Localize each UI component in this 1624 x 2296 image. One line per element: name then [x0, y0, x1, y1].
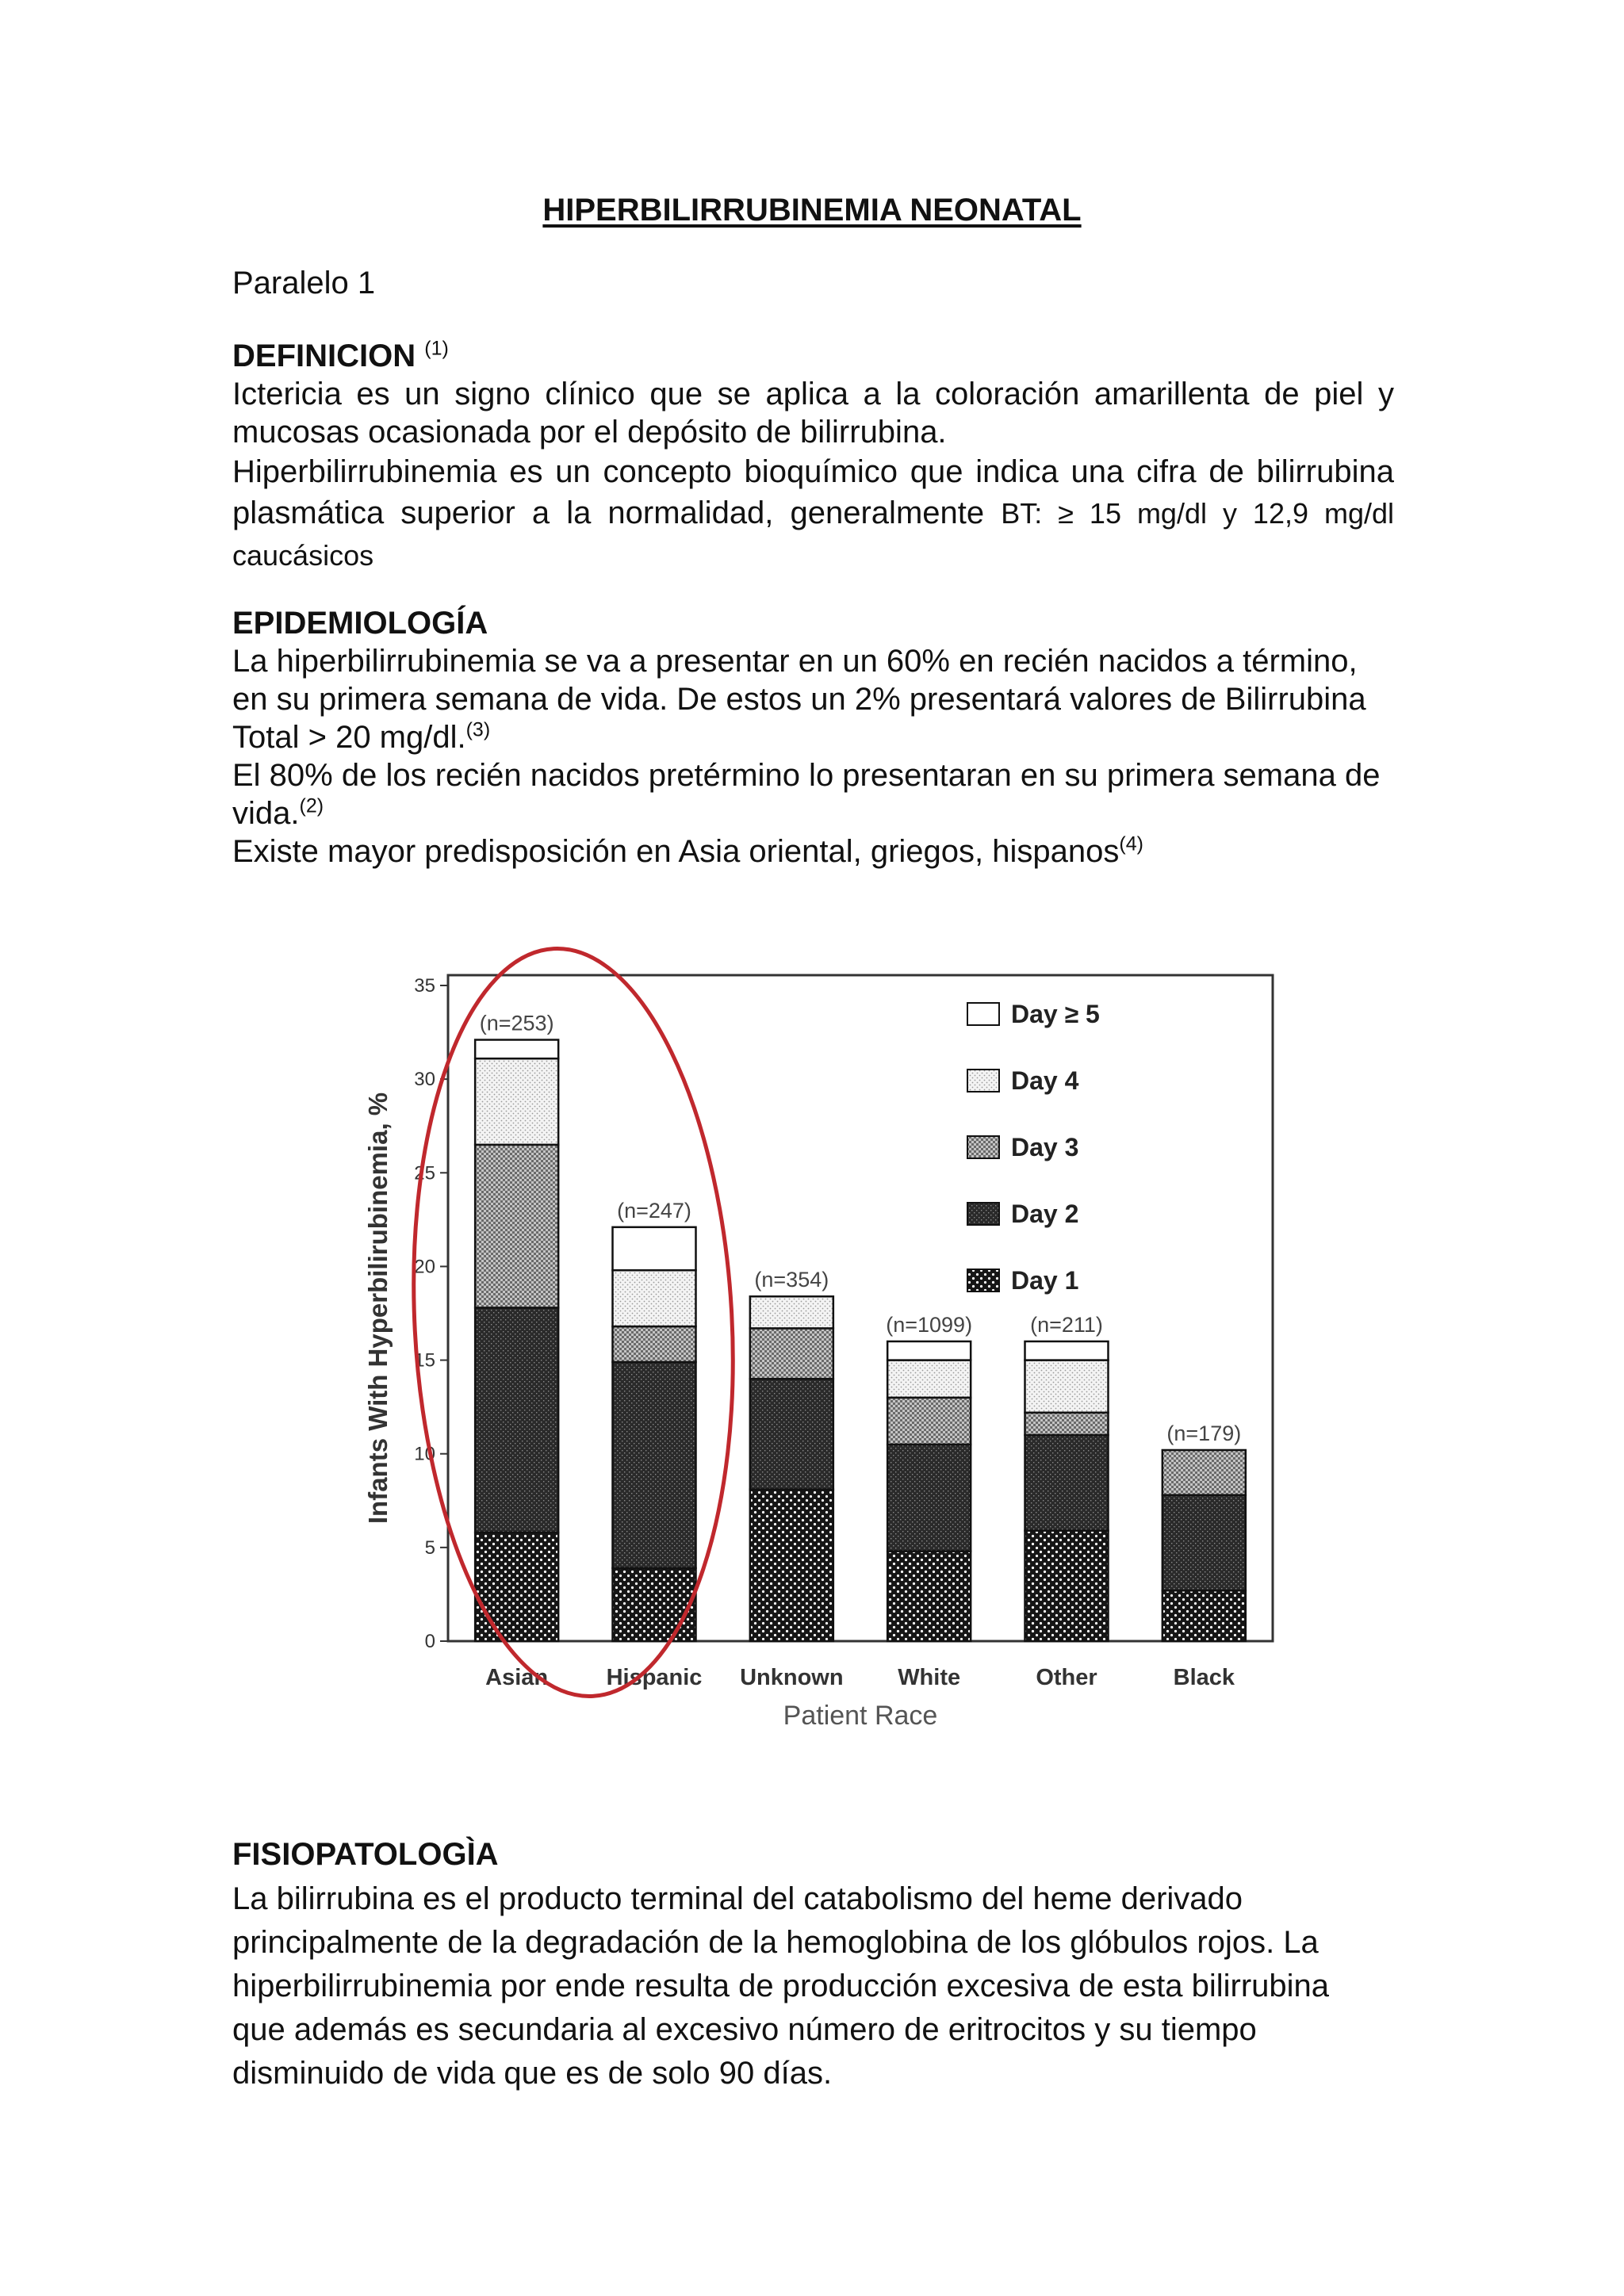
x-tick-label: White: [898, 1665, 961, 1690]
epidemiologia-section: [232, 604, 1394, 871]
bar-other-day3: [1025, 1413, 1109, 1435]
y-axis-label: Infants With Hyperbilirubinemia, %: [363, 1092, 393, 1525]
page-title: HIPERBILIRRUBINEMIA NEONATAL: [542, 193, 1082, 228]
epidemiologia-paragraph-3: Existe mayor predisposición en Asia oriental, griegos, hispanos$^{(4)}$: [232, 832, 1143, 869]
x-tick-label: Black: [1173, 1665, 1235, 1690]
legend-label: Day 3: [1011, 1133, 1079, 1161]
definicion-section: [232, 337, 1394, 576]
bar-hispanic-day2: [613, 1362, 696, 1568]
bar-other-day4: [1025, 1360, 1109, 1413]
fisiopatologia-line: La bilirrubina es el producto terminal del catabolismo del heme derivado: [232, 1881, 1243, 1916]
legend-label: Day 1: [1011, 1266, 1079, 1295]
plot-frame: [448, 975, 1273, 1641]
bar-asian-day2: [475, 1307, 558, 1533]
definicion-paragraph-2: Hiperbilirrubinemia es un concepto bioquímico que indica una cifra de bilirrubina plasmática superior a la normalidad, generalmente BT: ≥ 15 mg/dl y 12,9 mg/dl caucásicos: [232, 454, 1394, 572]
y-tick-label: 5: [424, 1536, 435, 1559]
bar-n-label: (n=211): [1030, 1312, 1103, 1337]
legend-swatch: [967, 1070, 999, 1092]
bar-other-day5: [1025, 1341, 1109, 1360]
bar-other-day1: [1025, 1531, 1109, 1641]
bar-asian-day5: [475, 1040, 558, 1059]
bar-asian-day3: [475, 1145, 558, 1308]
legend-swatch: [967, 1136, 999, 1158]
bar-white-day2: [887, 1445, 971, 1552]
bar-hispanic-day1: [613, 1568, 696, 1641]
paralelo-label: Paralelo 1: [232, 266, 376, 300]
legend-label: Day 4: [1011, 1066, 1079, 1095]
x-tick-label: Unknown: [740, 1665, 844, 1690]
epidemiologia-heading: EPIDEMIOLOGÍA: [232, 606, 488, 641]
definicion-heading: DEFINICION $^{(1)}$: [232, 337, 449, 373]
fisiopatologia-line: disminuido de vida que es de solo 90 días.: [232, 2056, 833, 2091]
bar-white-day3: [887, 1398, 971, 1445]
x-tick-label: Hispanic: [606, 1665, 703, 1690]
y-tick-label: 20: [414, 1256, 435, 1278]
x-tick-label: Asian: [485, 1665, 549, 1690]
y-tick-label: 10: [414, 1443, 435, 1465]
definicion-ref: (1): [424, 337, 449, 360]
bar-asian-day4: [475, 1058, 558, 1145]
bar-n-label: (n=1099): [886, 1312, 973, 1337]
legend-swatch: [967, 1269, 999, 1292]
bar-white-day5: [887, 1341, 971, 1360]
bar-hispanic-day4: [613, 1270, 696, 1326]
legend-swatch: [967, 1003, 999, 1025]
x-axis-label: Patient Race: [783, 1701, 938, 1731]
bar-other-day2: [1025, 1435, 1109, 1531]
y-tick-label: 35: [414, 975, 435, 997]
fisiopatologia-line: principalmente de la degradación de la hemoglobina de los glóbulos rojos. La: [232, 1925, 1319, 1960]
bar-black-day1: [1162, 1590, 1246, 1641]
bar-unknown-day1: [750, 1490, 833, 1641]
bar-n-label: (n=247): [617, 1198, 691, 1223]
y-tick-label: 30: [414, 1069, 435, 1091]
x-tick-label: Other: [1036, 1665, 1097, 1690]
bar-n-label: (n=354): [754, 1268, 829, 1292]
bar-unknown-day3: [750, 1328, 833, 1379]
y-tick-label: 0: [424, 1631, 435, 1652]
y-tick-label: 15: [414, 1349, 435, 1372]
epidemiologia-paragraph-2: El 80% de los recién nacidos pretérmino lo presentaran en su primera semana de vida.$^{(2)}$: [232, 758, 1381, 831]
bar-black-day2: [1162, 1495, 1246, 1591]
bar-black-day3: [1162, 1450, 1246, 1495]
fisiopatologia-line: que además es secundaria al excesivo número de eritrocitos y su tiempo: [232, 2012, 1257, 2047]
bar-unknown-day4: [750, 1296, 833, 1328]
fisiopatologia-line: hiperbilirrubinemia por ende resulta de producción excesiva de esta bilirrubina: [232, 1969, 1330, 2003]
epidemiologia-paragraph-1: La hiperbilirrubinemia se va a presentar en un 60% en recién nacidos a término, en su primera semana de vida. De estos un 2% presentará valores de Bilirrubina Total > 20 mg/dl.$^{(3)}$: [232, 644, 1366, 755]
bar-white-day4: [887, 1360, 971, 1398]
legend-label: Day ≥ 5: [1011, 1000, 1100, 1028]
bar-hispanic-day3: [613, 1326, 696, 1362]
bar-hispanic-day5: [613, 1227, 696, 1270]
bar-n-label: (n=179): [1166, 1421, 1242, 1445]
bar-asian-day1: [475, 1533, 558, 1641]
hyperbilirubinemia-chart: [341, 932, 1308, 1752]
bar-unknown-day2: [750, 1379, 833, 1489]
definicion-paragraph-1: Ictericia es un signo clínico que se aplica a la coloración amarillenta de piel y mucosas ocasionada por el depósito de bilirrubina.: [232, 377, 1394, 450]
legend-label: Day 2: [1011, 1200, 1079, 1228]
legend-swatch: [967, 1203, 999, 1225]
bar-n-label: (n=253): [479, 1011, 554, 1035]
bar-white-day1: [887, 1552, 971, 1641]
y-tick-label: 25: [414, 1162, 435, 1184]
fisiopatologia-heading: FISIOPATOLOGÌA: [232, 1837, 499, 1872]
fisiopatologia-section: [232, 1831, 1394, 2095]
